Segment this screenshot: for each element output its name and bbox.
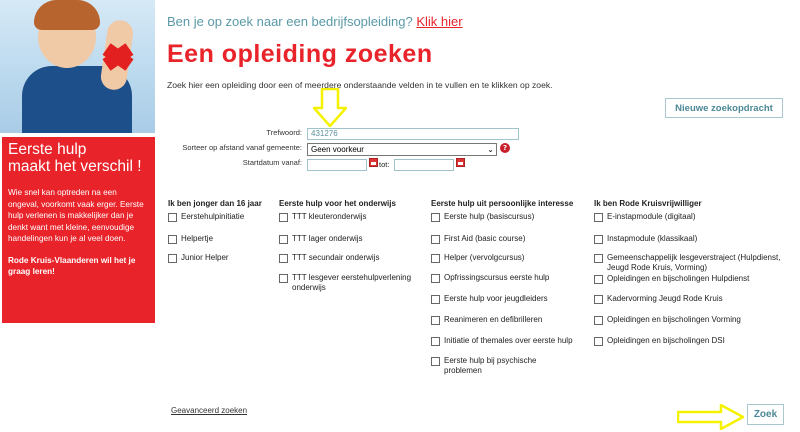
startdate-from-input[interactable] (307, 159, 367, 171)
checkbox-label: Junior Helper (181, 253, 229, 262)
checkbox-item[interactable] (594, 315, 787, 325)
checkbox-label: Reanimeren en defibrilleren (444, 315, 543, 324)
business-training-prompt (167, 14, 463, 29)
checkbox-label: Opleidingen en bijscholingen DSI (607, 336, 725, 345)
checkbox[interactable] (431, 295, 440, 304)
checkbox-label: Eerste hulp voor jeugdleiders (444, 294, 548, 303)
startdate-label: Startdatum vanaf: (242, 158, 302, 167)
checkbox-label: Opleidingen en bijscholingen Vorming (607, 315, 741, 324)
checkbox-label: Helpertje (181, 234, 214, 243)
checkbox-item[interactable] (431, 273, 589, 283)
checkbox-label: TTT lager onderwijs (292, 234, 363, 243)
arrow-down-icon (313, 88, 347, 128)
checkbox-label: TTT lesgever eerstehulpverlening onderwijs (292, 273, 412, 292)
checkbox[interactable] (594, 295, 603, 304)
checkbox-label: TTT kleuteronderwijs (292, 212, 367, 221)
promo-cta: Rode Kruis-Vlaanderen wil het je graag leren! (8, 255, 136, 276)
calendar-icon[interactable] (456, 158, 465, 167)
promo-headline-line-1: Eerste hulp (8, 141, 87, 158)
category-heading-volunteer: Ik ben Rode Kruisvrijwilliger (594, 199, 702, 208)
checkbox-label: Eerstehulpinitiatie (181, 212, 245, 221)
checkbox-label: Helper (vervolgcursus) (444, 253, 525, 262)
keyword-input[interactable]: 431276 (307, 128, 519, 140)
arrow-right-icon (677, 404, 745, 430)
checkbox-item[interactable] (431, 356, 574, 376)
checkbox-label: Opfrissingscursus eerste hulp (444, 273, 550, 282)
business-training-question: Ben je op zoek naar een bedrijfsopleiding? (167, 14, 413, 29)
checkbox[interactable] (168, 213, 177, 222)
checkbox-item[interactable] (431, 336, 589, 346)
checkbox-label: Initiatie of themales over eerste hulp (444, 336, 573, 345)
search-button[interactable]: Zoek (747, 404, 784, 425)
advanced-search-link[interactable]: Geavanceerd zoeken (171, 406, 248, 415)
checkbox-label: Kadervorming Jeugd Rode Kruis (607, 294, 723, 303)
checkbox[interactable] (168, 235, 177, 244)
photo-hair (34, 0, 100, 30)
checkbox-label: Instapmodule (klassikaal) (607, 234, 698, 243)
checkbox-item[interactable] (279, 273, 437, 293)
category-heading-young: Ik ben jonger dan 16 jaar (168, 199, 262, 208)
checkbox[interactable] (431, 213, 440, 222)
hero-photo (0, 0, 155, 133)
checkbox[interactable] (279, 235, 288, 244)
checkbox[interactable] (594, 235, 603, 244)
promo-box (2, 137, 155, 323)
checkbox[interactable] (594, 316, 603, 325)
sort-select-value: Geen voorkeur (311, 145, 364, 154)
checkbox[interactable] (279, 213, 288, 222)
checkbox-item[interactable] (279, 212, 437, 222)
checkbox[interactable] (594, 254, 603, 263)
category-heading-personal: Eerste hulp uit persoonlijke interesse (431, 199, 574, 208)
checkbox-label: Eerste hulp bij psychische problemen (444, 356, 537, 375)
checkbox-item[interactable] (431, 234, 589, 244)
checkbox-label: Gemeenschappelijk lesgeverstraject (Hulpdienst, Jeugd Rode Kruis, Vorming) (607, 253, 781, 272)
checkbox-item[interactable] (431, 212, 589, 222)
checkbox[interactable] (431, 274, 440, 283)
checkbox[interactable] (431, 357, 440, 366)
checkbox-item[interactable] (431, 294, 589, 304)
checkbox[interactable] (594, 275, 603, 284)
promo-body: Wie snel kan optreden na een ongeval, voorkomt vaak erger. Eerste hulp verlenen is makkelijker dan je denkt want met kleine, eenvoudige handelingen kun je al veel doen. (8, 188, 144, 243)
checkbox[interactable] (594, 337, 603, 346)
checkbox-item[interactable] (594, 212, 787, 222)
new-search-button[interactable]: Nieuwe zoekopdracht (665, 98, 783, 118)
checkbox-label: E-instapmodule (digitaal) (607, 212, 696, 221)
chevron-down-icon: ⌄ (487, 145, 494, 154)
to-label: tot: (379, 160, 390, 169)
checkbox[interactable] (168, 254, 177, 263)
calendar-icon[interactable] (369, 158, 378, 167)
sort-select[interactable] (307, 143, 497, 156)
checkbox-label: Eerste hulp (basiscursus) (444, 212, 535, 221)
help-icon[interactable]: ? (500, 143, 510, 153)
checkbox[interactable] (431, 254, 440, 263)
category-heading-education: Eerste hulp voor het onderwijs (279, 199, 396, 208)
checkbox-item[interactable] (594, 336, 787, 346)
sort-label: Sorteer op afstand vanaf gemeente: (182, 143, 302, 152)
business-training-link[interactable]: Klik hier (416, 14, 463, 29)
checkbox-label: First Aid (basic course) (444, 234, 526, 243)
checkbox-label: TTT secundair onderwijs (292, 253, 380, 262)
checkbox-item[interactable] (594, 253, 792, 273)
promo-headline (8, 141, 149, 175)
promo-headline-line-2: maakt het verschil ! (8, 158, 142, 175)
checkbox-item[interactable] (431, 253, 589, 263)
startdate-to-input[interactable] (394, 159, 454, 171)
checkbox-item[interactable] (594, 274, 792, 284)
checkbox-item[interactable] (431, 315, 589, 325)
checkbox-label: Opleidingen en bijscholingen Hulpdienst (607, 274, 750, 283)
checkbox-item[interactable] (279, 253, 437, 263)
checkbox-item[interactable] (594, 234, 787, 244)
checkbox[interactable] (279, 274, 288, 283)
intro-text: Zoek hier een opleiding door een of meerdere onderstaande velden in te vullen en te klikken op zoek. (167, 80, 553, 90)
checkbox-item[interactable] (279, 234, 437, 244)
checkbox[interactable] (431, 235, 440, 244)
checkbox[interactable] (594, 213, 603, 222)
checkbox-item[interactable] (594, 294, 787, 304)
checkbox[interactable] (279, 254, 288, 263)
keyword-label: Trefwoord: (266, 128, 302, 137)
checkbox[interactable] (431, 316, 440, 325)
checkbox[interactable] (431, 337, 440, 346)
page-title: Een opleiding zoeken (167, 40, 433, 68)
